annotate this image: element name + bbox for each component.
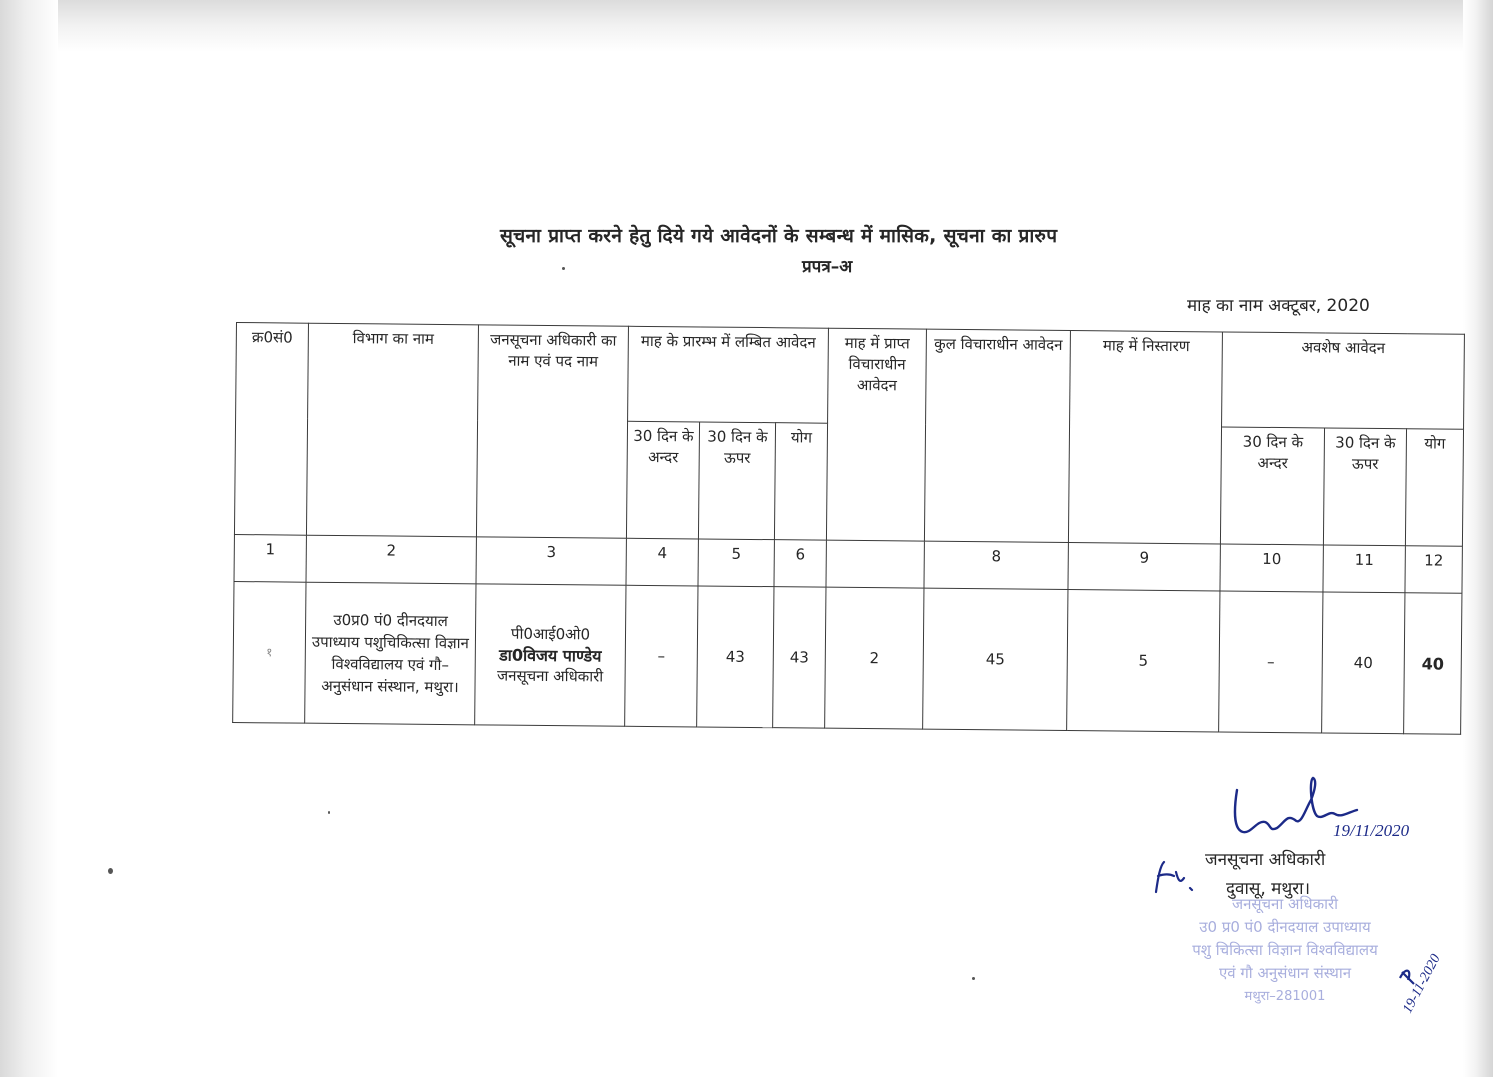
stamp-date-annotation — [1392, 948, 1472, 1028]
scan-shadow-top — [0, 0, 1493, 52]
header-pending-start: माह के प्रारम्भ में लम्बित आवेदन — [628, 326, 829, 423]
form-name: प्रपत्र–अ — [802, 257, 853, 277]
officer-line1: पी0आई0ओ0 — [510, 624, 591, 643]
header-received: माह में प्राप्त विचाराधीन आवेदन — [826, 328, 926, 541]
header-remaining: अवशेष आवेदन — [1222, 332, 1465, 429]
col-number: 9 — [1068, 543, 1220, 591]
cell-officer — [475, 584, 626, 726]
cell-department: उ0प्र0 पं0 दीनदयाल उपाध्याय पशुचिकित्सा विज्ञान विश्वविद्यालय एवं गौ–अनुसंधान संस्थान, मथुरा। — [305, 582, 476, 725]
scan-speck — [328, 811, 330, 814]
col-number: 10 — [1220, 544, 1323, 592]
officer-designation: जनसूचना अधिकारी — [496, 666, 604, 686]
cell-remaining-within-30: – — [1219, 591, 1323, 733]
month-line: माह का नाम अक्टूबर, 2020 — [1187, 296, 1370, 316]
cell-remaining-above-30: 40 — [1322, 592, 1405, 734]
document-title: सूचना प्राप्त करने हेतु दिये गये आवेदनों के सम्बन्ध में मासिक, सूचना का प्रारुप — [500, 225, 1058, 247]
sub-within-30: 30 दिन के अन्दर — [626, 421, 699, 539]
header-department: विभाग का नाम — [306, 323, 478, 537]
col-number: 6 — [774, 540, 826, 587]
sub-above-30: 30 दिन के ऊपर — [698, 422, 775, 540]
cell-pending-within-30: – — [625, 585, 698, 727]
col-number: 4 — [626, 538, 698, 586]
scan-speck — [972, 977, 975, 980]
stamp-line: एवं गौ अनुसंधान संस्थान — [1218, 964, 1352, 982]
signatory-designation: जनसूचना अधिकारी — [1205, 850, 1326, 870]
col-number: 12 — [1405, 546, 1462, 594]
cell-total: 45 — [923, 588, 1068, 730]
scan-speck — [562, 267, 565, 270]
cell-remaining-total: 40 — [1404, 593, 1462, 735]
sub-remaining-above-30: 30 दिन के ऊपर — [1323, 428, 1406, 546]
cell-disposed: 5 — [1067, 589, 1220, 731]
sub-remaining-total: योग — [1405, 429, 1463, 547]
col-number: 8 — [924, 541, 1068, 589]
col-number: 2 — [306, 535, 476, 584]
cell-serial: १ — [233, 581, 306, 723]
col-number: 11 — [1323, 545, 1405, 593]
col-number: 3 — [476, 537, 626, 585]
cell-pending-above-30: 43 — [697, 586, 774, 728]
cell-received: 2 — [825, 587, 924, 729]
stamp-line: जनसूचना अधिकारी — [1231, 895, 1339, 913]
report-table-wrapper — [232, 322, 1464, 764]
header-total: कुल विचाराधीन आवेदन — [924, 329, 1070, 542]
stamp-line: मथुरा–281001 — [1244, 989, 1326, 1004]
header-disposed: माह में निस्तारण — [1068, 331, 1222, 544]
signature-date: 19/11/2020 — [1333, 821, 1410, 840]
scan-speck — [108, 868, 113, 874]
sub-remaining-within-30: 30 दिन के अन्दर — [1220, 427, 1324, 545]
report-table — [232, 322, 1465, 735]
header-officer: जनसूचना अधिकारी का नाम एवं पद नाम — [476, 325, 628, 538]
officer-name: डा0विजय पाण्डेय — [499, 645, 602, 666]
stamp-line: उ0 प्र0 पं0 दीनदयाल उपाध्याय — [1199, 918, 1371, 936]
col-number-empty — [826, 540, 924, 588]
office-stamp — [1150, 893, 1420, 1008]
sub-total: योग — [774, 423, 827, 540]
col-number: 1 — [234, 534, 306, 582]
scan-shadow-left — [0, 0, 58, 1077]
signatory-place: दुवासू, मथुरा। — [1226, 879, 1311, 899]
table-row — [233, 581, 1462, 734]
header-row — [236, 323, 1465, 430]
stamp-date: 19-11-2020 — [1400, 952, 1444, 1016]
stamp-line: पशु चिकित्सा विज्ञान विश्वविद्यालय — [1192, 941, 1378, 959]
scan-shadow-right — [1463, 0, 1493, 1077]
initials-mark — [1150, 858, 1198, 898]
col-number: 5 — [698, 539, 774, 587]
cell-pending-total: 43 — [773, 587, 826, 728]
handwritten-signature — [1225, 770, 1425, 850]
header-serial: क्र0सं0 — [234, 323, 308, 536]
